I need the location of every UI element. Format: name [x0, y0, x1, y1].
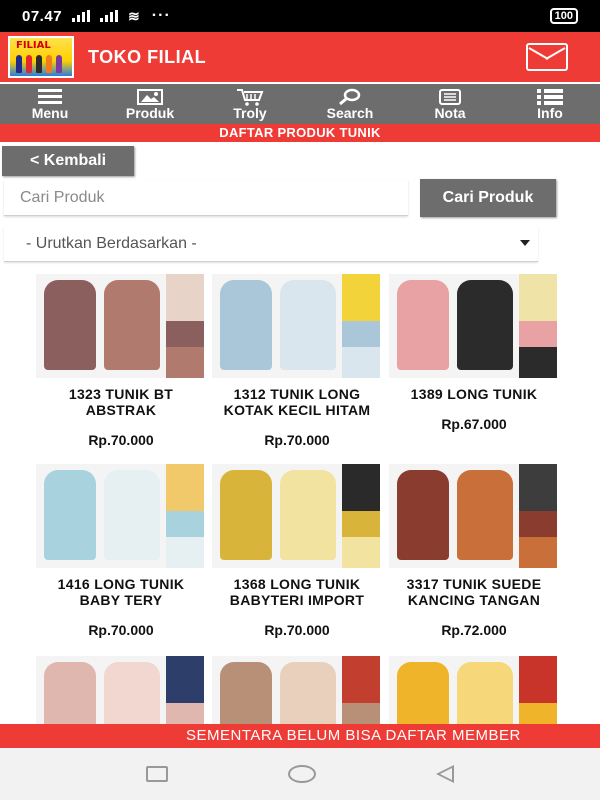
product-name[interactable]: 1312 TUNIK LONG KOTAK KECIL HITAM: [223, 386, 371, 418]
nav-label: Produk: [125, 105, 175, 121]
product-price: Rp.70.000: [264, 622, 330, 638]
product-image[interactable]: [389, 274, 557, 378]
chevron-down-icon: [520, 240, 530, 246]
nav-produk[interactable]: [100, 84, 200, 124]
fabric-swatch: [519, 656, 557, 724]
garment-shape: [44, 662, 96, 724]
search-button[interactable]: Cari Produk: [420, 179, 556, 217]
nav-info[interactable]: [500, 84, 600, 124]
product-price: Rp.70.000: [88, 622, 154, 638]
product-name[interactable]: 1368 LONG TUNIK BABYTERI IMPORT: [229, 576, 365, 608]
garment-shape: [104, 662, 160, 724]
product-card[interactable]: [212, 464, 382, 638]
nav-label: Troly: [233, 105, 267, 121]
nav-troly[interactable]: [200, 84, 300, 124]
mail-icon[interactable]: [526, 43, 568, 71]
product-image[interactable]: [212, 464, 380, 568]
nav-search[interactable]: [300, 84, 400, 124]
garment-shape: [280, 470, 336, 560]
sort-select[interactable]: [4, 226, 538, 262]
garment-shape: [280, 662, 336, 724]
fabric-swatch: [342, 656, 380, 724]
fabric-swatch: [166, 274, 204, 378]
product-image[interactable]: [389, 656, 557, 724]
garment-shape: [220, 470, 272, 560]
app-title: TOKO FILIAL: [88, 46, 207, 67]
product-card[interactable]: [36, 656, 206, 724]
garment-shape: [44, 470, 96, 560]
product-card[interactable]: [36, 274, 206, 448]
fabric-swatch: [342, 464, 380, 568]
product-card[interactable]: [389, 274, 559, 432]
fabric-swatch: [519, 274, 557, 378]
sort-selected-value: - Urutkan Berdasarkan -: [26, 234, 197, 252]
system-nav-bar: [0, 748, 600, 800]
app-logo[interactable]: [8, 36, 74, 78]
product-price: Rp.70.000: [264, 432, 330, 448]
nav-label: Info: [537, 105, 563, 121]
product-name[interactable]: 1416 LONG TUNIK BABY TERY: [57, 576, 185, 608]
page-title: DAFTAR PRODUK TUNIK: [0, 124, 600, 142]
garment-shape: [280, 280, 336, 370]
product-name[interactable]: 3317 TUNIK SUEDE KANCING TANGAN: [406, 576, 542, 608]
product-image[interactable]: [212, 274, 380, 378]
product-price: Rp.72.000: [441, 622, 507, 638]
garment-shape: [457, 662, 513, 724]
product-image[interactable]: [36, 274, 204, 378]
product-name[interactable]: 1389 LONG TUNIK: [410, 386, 538, 402]
fabric-swatch: [519, 464, 557, 568]
product-grid: [0, 272, 600, 724]
status-time: 07.47: [22, 7, 63, 25]
garment-shape: [457, 470, 513, 560]
list-icon: [537, 88, 563, 106]
announcement-marquee: SEMENTARA BELUM BISA DAFTAR MEMBER: [0, 724, 600, 748]
product-card[interactable]: [36, 464, 206, 638]
back-button[interactable]: < Kembali: [2, 146, 134, 176]
signal-icon: [72, 10, 90, 22]
product-card[interactable]: [212, 656, 382, 724]
product-card[interactable]: [389, 464, 559, 638]
home-icon[interactable]: [288, 765, 316, 783]
main-nav: [0, 84, 600, 124]
app-bar: [0, 32, 600, 82]
product-image[interactable]: [36, 464, 204, 568]
product-image[interactable]: [36, 656, 204, 724]
recents-icon[interactable]: [146, 766, 168, 782]
cart-icon: [236, 88, 264, 106]
garment-shape: [220, 662, 272, 724]
garment-shape: [220, 280, 272, 370]
fabric-swatch: [166, 656, 204, 724]
garment-shape: [397, 280, 449, 370]
product-price: Rp.67.000: [441, 416, 507, 432]
nav-label: Menu: [31, 105, 69, 121]
garment-shape: [104, 280, 160, 370]
garment-shape: [44, 280, 96, 370]
garment-shape: [104, 470, 160, 560]
hamburger-icon: [38, 88, 62, 106]
battery-icon: 100: [550, 8, 578, 24]
nav-nota[interactable]: [400, 84, 500, 124]
nav-label: Search: [326, 105, 374, 121]
status-bar: [0, 0, 600, 32]
search-input[interactable]: [4, 180, 408, 216]
nav-menu[interactable]: [0, 84, 100, 124]
receipt-icon: [439, 88, 461, 106]
product-card[interactable]: [212, 274, 382, 448]
image-icon: [137, 88, 163, 106]
nav-label: Nota: [434, 105, 466, 121]
more-dots-icon: ···: [151, 7, 171, 24]
product-image[interactable]: [389, 464, 557, 568]
back-nav-icon[interactable]: [436, 765, 454, 783]
search-icon: [337, 88, 363, 106]
fabric-swatch: [166, 464, 204, 568]
fabric-swatch: [342, 274, 380, 378]
product-image[interactable]: [212, 656, 380, 724]
garment-shape: [397, 662, 449, 724]
wifi-icon: ≋: [128, 7, 140, 24]
product-price: Rp.70.000: [88, 432, 154, 448]
logo-text: FILIAL: [16, 40, 51, 51]
garment-shape: [397, 470, 449, 560]
signal-icon-2: [100, 10, 118, 22]
product-card[interactable]: [389, 656, 559, 724]
product-name[interactable]: 1323 TUNIK BT ABSTRAK: [68, 386, 174, 418]
garment-shape: [457, 280, 513, 370]
